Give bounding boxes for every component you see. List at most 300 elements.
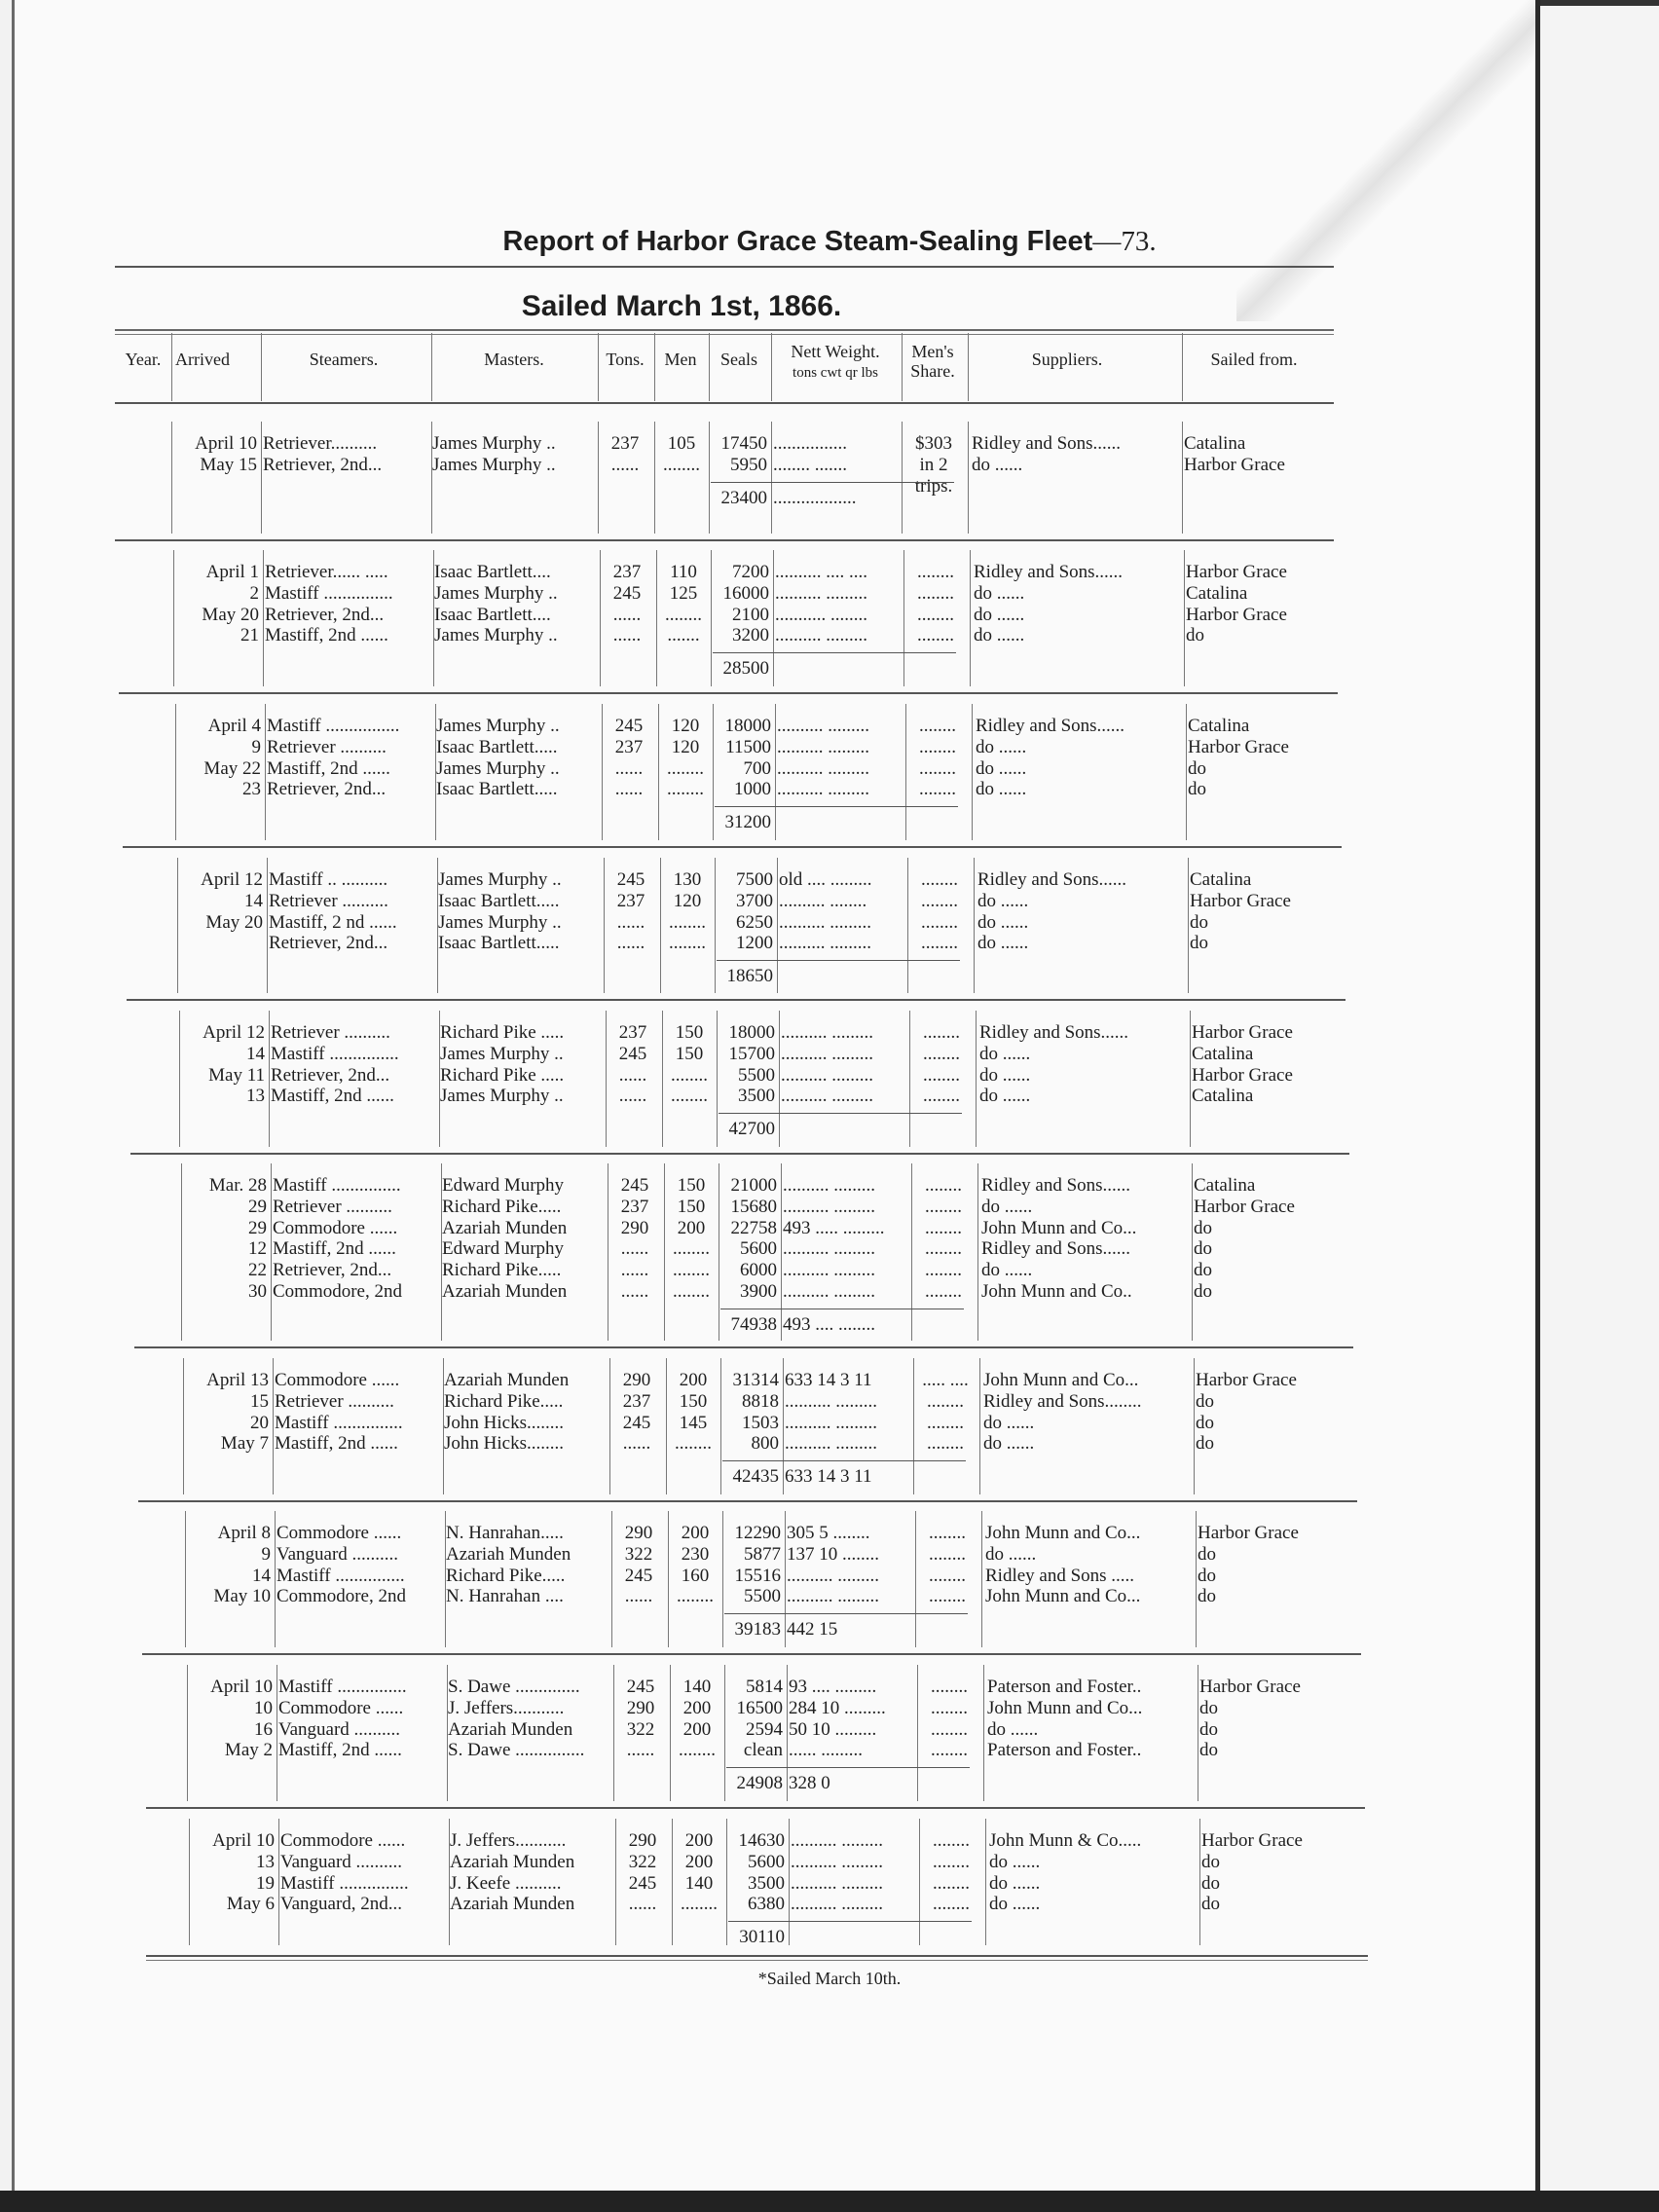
cell-sailed-from: do xyxy=(1194,1260,1212,1281)
cell-sailed-from: Harbor Grace xyxy=(1184,454,1285,475)
cell-sailed-from: do xyxy=(1201,1894,1220,1915)
cell-masters: James Murphy .. xyxy=(436,757,560,779)
seals-total: 30110 xyxy=(739,1927,785,1948)
cell-steamers: Mastiff .. .......... xyxy=(269,869,388,890)
cell-steamers: Retriever, 2nd... xyxy=(269,933,388,954)
cell-suppliers: do ...... xyxy=(989,1894,1041,1915)
cell-weight: .......... ......... xyxy=(787,1586,879,1607)
cell-seals: 31314 xyxy=(732,1370,779,1390)
cell-tons: ...... xyxy=(622,1433,651,1455)
column-divider xyxy=(276,1665,277,1801)
cell-weight: 50 10 ......... xyxy=(789,1718,877,1740)
cell-masters: Isaac Bartlett..... xyxy=(436,779,558,800)
cell-tons: 290 xyxy=(620,1217,649,1238)
cell-seals: 17450 xyxy=(720,433,767,454)
cell-tons: 237 xyxy=(612,562,642,582)
year-group-rule xyxy=(142,1653,1361,1655)
header-tons: Tons. xyxy=(606,350,645,369)
cell-weight: ........ ....... xyxy=(773,454,847,475)
cell-steamers: Retriever, 2nd... xyxy=(273,1260,392,1281)
cell-steamers: Mastiff, 2 nd ...... xyxy=(269,911,397,933)
cell-arrived: April 13 xyxy=(206,1370,269,1390)
cell-share: ........ xyxy=(919,736,956,757)
cell-suppliers: John Munn and Co... xyxy=(985,1523,1141,1543)
total-rule xyxy=(726,1767,970,1768)
cell-seals: 1000 xyxy=(734,779,771,800)
cell-weight: .......... ......... xyxy=(781,1022,873,1043)
cell-men: ........ xyxy=(669,911,706,933)
cell-tons: 245 xyxy=(614,716,644,736)
column-divider xyxy=(267,858,268,993)
cell-sailed-from: Harbor Grace xyxy=(1201,1830,1303,1851)
cell-suppliers: Ridley and Sons ..... xyxy=(985,1565,1135,1586)
cell-suppliers: do ...... xyxy=(972,454,1023,475)
cell-sailed-from: do xyxy=(1198,1565,1216,1586)
cell-tons: 322 xyxy=(626,1718,655,1740)
cell-steamers: Commodore, 2nd xyxy=(273,1281,402,1302)
cell-steamers: Mastiff, 2nd ...... xyxy=(275,1433,398,1455)
cell-men: 140 xyxy=(682,1677,712,1697)
cell-seals: 21000 xyxy=(730,1175,777,1196)
cell-share: ........ xyxy=(933,1894,970,1915)
cell-share: ........ xyxy=(927,1390,964,1412)
cell-suppliers: do ...... xyxy=(977,911,1029,933)
cell-arrived: April 8 xyxy=(217,1523,271,1543)
cell-seals: 3200 xyxy=(732,625,769,646)
cell-masters: Isaac Bartlett..... xyxy=(438,890,560,911)
cell-men: 125 xyxy=(669,582,698,604)
column-divider xyxy=(598,333,599,401)
cell-share: ........ xyxy=(919,716,956,736)
column-divider xyxy=(654,333,655,401)
cell-steamers: Mastiff ............... xyxy=(276,1565,405,1586)
cell-sailed-from: Catalina xyxy=(1192,1043,1254,1064)
sailed-date-heading: Sailed March 1st, 1866. xyxy=(521,290,842,322)
cell-weight: .......... ......... xyxy=(777,779,869,800)
column-divider xyxy=(771,422,772,534)
column-divider xyxy=(1199,1819,1200,1945)
cell-steamers: Retriever, 2nd... xyxy=(263,454,383,475)
cell-sailed-from: Harbor Grace xyxy=(1192,1064,1293,1086)
cell-arrived: 16 xyxy=(254,1718,273,1740)
cell-men: ........ xyxy=(665,604,702,625)
year-group-rule xyxy=(130,1153,1349,1155)
cell-arrived: May 10 xyxy=(213,1586,271,1607)
cell-masters: Azariah Munden xyxy=(442,1217,568,1238)
cell-suppliers: do ...... xyxy=(977,933,1029,954)
cell-seals: 3900 xyxy=(740,1281,777,1302)
cell-tons: 245 xyxy=(628,1872,657,1894)
cell-tons: 245 xyxy=(626,1677,655,1697)
cell-masters: Azariah Munden xyxy=(446,1543,571,1565)
cell-share: ........ xyxy=(921,890,958,911)
page-number: —73. xyxy=(1092,226,1157,257)
cell-men: 200 xyxy=(682,1718,712,1740)
cell-suppliers: do ...... xyxy=(976,736,1027,757)
seals-total: 24908 xyxy=(736,1773,783,1794)
header-men: Men xyxy=(664,350,697,369)
cell-sailed-from: do xyxy=(1199,1718,1218,1740)
cell-steamers: Retriever .......... xyxy=(269,890,388,911)
column-divider xyxy=(181,1163,182,1341)
cell-tons: 245 xyxy=(612,582,642,604)
cell-masters: James Murphy .. xyxy=(440,1043,564,1064)
column-divider xyxy=(985,1819,986,1945)
cell-masters: Richard Pike ..... xyxy=(440,1022,565,1043)
column-divider xyxy=(179,1011,180,1147)
cell-seals: 18000 xyxy=(728,1022,775,1043)
year-group-rule xyxy=(146,1807,1365,1809)
cell-tons: ...... xyxy=(620,1238,649,1260)
footnote: *Sailed March 10th. xyxy=(757,1969,902,1988)
cell-weight: .......... ......... xyxy=(783,1260,875,1281)
cell-steamers: Mastiff, 2nd ...... xyxy=(271,1086,394,1107)
cell-share: ........ xyxy=(919,757,956,779)
cell-tons: 290 xyxy=(624,1523,653,1543)
column-divider xyxy=(777,858,778,993)
cell-steamers: Mastiff, 2nd ...... xyxy=(267,757,390,779)
cell-weight: 284 10 ......... xyxy=(789,1697,886,1718)
cell-weight: ...... ......... xyxy=(789,1740,863,1761)
cell-weight: .......... ......... xyxy=(787,1565,879,1586)
cell-share: ........ xyxy=(931,1718,968,1740)
cell-men: 150 xyxy=(677,1196,706,1217)
cell-share: ........ xyxy=(923,1022,960,1043)
cell-steamers: Vanguard, 2nd... xyxy=(280,1894,403,1915)
cell-arrived: May 15 xyxy=(200,454,257,475)
total-rule xyxy=(711,482,954,483)
cell-suppliers: do ...... xyxy=(974,604,1025,625)
cell-men: ........ xyxy=(673,1260,710,1281)
scan-border-top xyxy=(1540,0,1659,6)
cell-tons: ...... xyxy=(628,1894,657,1915)
column-divider xyxy=(431,333,432,401)
cell-tons: 237 xyxy=(614,736,644,757)
cell-share: ........ xyxy=(925,1196,962,1217)
cell-suppliers: do ...... xyxy=(974,582,1025,604)
column-divider xyxy=(273,1358,274,1494)
cell-weight: .......... ......... xyxy=(783,1196,875,1217)
seals-total: 42700 xyxy=(728,1119,775,1140)
cell-seals: 2594 xyxy=(746,1718,783,1740)
cell-tons: 237 xyxy=(616,890,645,911)
cell-tons: 290 xyxy=(622,1370,651,1390)
cell-arrived: 21 xyxy=(240,625,259,646)
cell-arrived: May 2 xyxy=(224,1740,273,1761)
cell-tons: ...... xyxy=(618,1064,647,1086)
cell-tons: 290 xyxy=(626,1697,655,1718)
column-divider xyxy=(1190,1011,1191,1147)
cell-masters: Isaac Bartlett..... xyxy=(436,736,558,757)
column-divider xyxy=(1192,1163,1193,1341)
cell-steamers: Mastiff, 2nd ...... xyxy=(265,625,388,646)
column-divider xyxy=(773,550,774,686)
header-weight-units: tons cwt qr lbs xyxy=(793,365,878,381)
cell-sailed-from: Harbor Grace xyxy=(1196,1370,1297,1390)
header-share: Men's xyxy=(911,342,954,361)
cell-share: ........ xyxy=(933,1830,970,1851)
cell-steamers: Commodore ...... xyxy=(273,1217,398,1238)
column-divider xyxy=(189,1819,190,1945)
cell-share: trips. xyxy=(914,475,953,497)
cell-arrived: May 22 xyxy=(203,757,261,779)
cell-share: ........ xyxy=(927,1433,964,1455)
cell-men: 120 xyxy=(673,890,702,911)
cell-seals: 11500 xyxy=(725,736,771,757)
cell-suppliers: do ...... xyxy=(976,757,1027,779)
header-weight: Nett Weight. xyxy=(791,342,880,361)
cell-arrived: 20 xyxy=(250,1412,269,1433)
cell-sailed-from: Harbor Grace xyxy=(1198,1523,1299,1543)
cell-suppliers: Ridley and Sons...... xyxy=(974,562,1124,582)
cell-men: ....... xyxy=(667,625,700,646)
cell-men: ........ xyxy=(675,1433,712,1455)
cell-arrived: 14 xyxy=(246,1043,265,1064)
cell-tons: 237 xyxy=(622,1390,651,1412)
column-divider xyxy=(1196,1511,1197,1647)
cell-share: ........ xyxy=(923,1043,960,1064)
cell-men: ........ xyxy=(673,1238,710,1260)
cell-tons: ...... xyxy=(610,454,640,475)
cell-tons: ...... xyxy=(612,604,642,625)
column-divider xyxy=(983,1665,984,1801)
cell-suppliers: do ...... xyxy=(987,1718,1039,1740)
cell-steamers: Mastiff ............... xyxy=(278,1677,407,1697)
seals-total: 31200 xyxy=(724,812,771,833)
cell-share: ........ xyxy=(921,933,958,954)
cell-tons: 322 xyxy=(624,1543,653,1565)
cell-arrived: 29 xyxy=(248,1196,267,1217)
cell-masters: Isaac Bartlett..... xyxy=(438,933,560,954)
cell-tons: ...... xyxy=(616,933,645,954)
total-rule xyxy=(722,1460,966,1461)
cell-seals: clean xyxy=(743,1740,783,1761)
cell-weight: 305 5 ........ xyxy=(787,1523,870,1543)
cell-weight: .......... ......... xyxy=(785,1390,877,1412)
cell-arrived: 30 xyxy=(248,1281,267,1302)
cell-masters: Richard Pike ..... xyxy=(440,1064,565,1086)
cell-sailed-from: do xyxy=(1194,1217,1212,1238)
cell-steamers: Mastiff ............... xyxy=(273,1175,401,1196)
column-divider xyxy=(171,333,172,401)
cell-share: ........ xyxy=(929,1523,966,1543)
cell-sailed-from: do xyxy=(1201,1851,1220,1872)
cell-sailed-from: do xyxy=(1188,757,1206,779)
cell-tons: 237 xyxy=(620,1196,649,1217)
cell-men: 150 xyxy=(675,1022,704,1043)
cell-men: ........ xyxy=(667,779,704,800)
cell-seals: 5600 xyxy=(748,1851,785,1872)
column-divider xyxy=(972,704,973,840)
cell-seals: 700 xyxy=(743,757,771,779)
cell-suppliers: do ...... xyxy=(989,1872,1041,1894)
column-divider xyxy=(275,1511,276,1647)
cell-share: ........ xyxy=(917,625,954,646)
cell-seals: 15700 xyxy=(728,1043,775,1064)
cell-sailed-from: Harbor Grace xyxy=(1192,1022,1293,1043)
column-divider xyxy=(175,704,176,840)
cell-men: ........ xyxy=(677,1586,714,1607)
cell-arrived: April 4 xyxy=(207,716,261,736)
cell-seals: 5877 xyxy=(744,1543,781,1565)
cell-share: ..... .... xyxy=(922,1370,969,1390)
cell-weight: 633 14 3 11 xyxy=(785,1370,872,1390)
cell-weight: .......... ......... xyxy=(777,716,869,736)
cell-suppliers: Ridley and Sons...... xyxy=(979,1022,1129,1043)
year-group-rule xyxy=(134,1346,1353,1348)
cell-steamers: Vanguard .......... xyxy=(278,1718,401,1740)
cell-seals: 16500 xyxy=(736,1697,783,1718)
cell-men: ........ xyxy=(681,1894,718,1915)
title-rule xyxy=(115,266,1334,268)
cell-share: ........ xyxy=(929,1543,966,1565)
cell-steamers: Retriever .......... xyxy=(273,1196,392,1217)
cell-seals: 12290 xyxy=(734,1523,781,1543)
cell-tons: 322 xyxy=(628,1851,657,1872)
cell-arrived: 12 xyxy=(248,1238,267,1260)
cell-seals: 5500 xyxy=(738,1064,775,1086)
cell-share: ........ xyxy=(931,1697,968,1718)
cell-masters: Edward Murphy xyxy=(442,1175,565,1196)
cell-suppliers: do ...... xyxy=(981,1196,1033,1217)
cell-weight: .......... ......... xyxy=(781,1086,873,1107)
total-rule xyxy=(728,1921,972,1922)
cell-seals: 5500 xyxy=(744,1586,781,1607)
cell-men: ........ xyxy=(671,1086,708,1107)
cell-arrived: 9 xyxy=(251,736,261,757)
cell-tons: 245 xyxy=(622,1412,651,1433)
seals-total: 39183 xyxy=(734,1619,781,1641)
cell-sailed-from: do xyxy=(1188,779,1206,800)
column-divider xyxy=(177,858,178,993)
cell-suppliers: John Munn and Co.. xyxy=(981,1281,1132,1302)
cell-suppliers: Ridley and Sons...... xyxy=(981,1175,1131,1196)
header-year: Year. xyxy=(125,350,162,369)
column-divider xyxy=(1182,422,1183,534)
cell-arrived: May 20 xyxy=(205,911,263,933)
cell-masters: Azariah Munden xyxy=(450,1851,575,1872)
cell-arrived: 19 xyxy=(256,1872,275,1894)
cell-arrived: May 7 xyxy=(220,1433,269,1455)
cell-masters: J. Jeffers........... xyxy=(448,1697,565,1718)
cell-suppliers: do ...... xyxy=(977,890,1029,911)
cell-seals: 8818 xyxy=(742,1390,779,1412)
cell-seals: 22758 xyxy=(730,1217,777,1238)
cell-suppliers: do ...... xyxy=(979,1086,1031,1107)
cell-steamers: Mastiff, 2nd ...... xyxy=(278,1740,402,1761)
cell-seals: 6380 xyxy=(748,1894,785,1915)
cell-sailed-from: Harbor Grace xyxy=(1186,604,1287,625)
cell-masters: Azariah Munden xyxy=(448,1718,573,1740)
column-divider xyxy=(261,333,262,401)
cell-sailed-from: do xyxy=(1196,1390,1214,1412)
cell-weight: .......... ......... xyxy=(791,1872,883,1894)
cell-weight: .......... ......... xyxy=(781,1043,873,1064)
cell-masters: Edward Murphy xyxy=(442,1238,565,1260)
column-divider xyxy=(1184,550,1185,686)
cell-arrived: 2 xyxy=(249,582,259,604)
cell-men: ........ xyxy=(673,1281,710,1302)
report-title-text: Report of Harbor Grace Steam-Sealing Fleet xyxy=(502,226,1093,257)
cell-steamers: Retriever, 2nd... xyxy=(265,604,385,625)
cell-weight: .......... ......... xyxy=(785,1412,877,1433)
cell-arrived: May 6 xyxy=(226,1894,275,1915)
cell-share: ........ xyxy=(923,1064,960,1086)
cell-share: ........ xyxy=(919,779,956,800)
column-divider xyxy=(187,1665,188,1801)
cell-weight: .......... ......... xyxy=(779,911,871,933)
cell-men: 230 xyxy=(681,1543,710,1565)
table-top-rule xyxy=(115,329,1334,335)
cell-masters: N. Hanrahan..... xyxy=(446,1523,564,1543)
cell-share: ........ xyxy=(925,1217,962,1238)
weight-total: .................. xyxy=(773,487,857,508)
column-divider xyxy=(173,550,174,686)
column-divider xyxy=(902,333,903,401)
column-divider xyxy=(976,1011,977,1147)
cell-seals: 15680 xyxy=(730,1196,777,1217)
cell-masters: N. Hanrahan .... xyxy=(446,1586,564,1607)
cell-arrived: April 12 xyxy=(203,1022,265,1043)
cell-masters: Isaac Bartlett.... xyxy=(434,604,551,625)
column-divider xyxy=(787,1665,788,1801)
cell-masters: John Hicks........ xyxy=(444,1433,564,1455)
cell-share: ........ xyxy=(921,911,958,933)
cell-suppliers: John Munn and Co... xyxy=(987,1697,1143,1718)
cell-sailed-from: Catalina xyxy=(1184,433,1246,454)
cell-masters: James Murphy .. xyxy=(440,1086,564,1107)
cell-arrived: 14 xyxy=(252,1565,271,1586)
cell-weight: .......... ......... xyxy=(791,1851,883,1872)
cell-suppliers: do ...... xyxy=(976,779,1027,800)
cell-weight: .......... ......... xyxy=(777,736,869,757)
cell-tons: 245 xyxy=(620,1175,649,1196)
column-divider xyxy=(1186,704,1187,840)
column-divider xyxy=(771,333,772,401)
cell-arrived: May 20 xyxy=(202,604,259,625)
column-divider xyxy=(269,1011,270,1147)
cell-share: in 2 xyxy=(919,454,948,475)
cell-suppliers: John Munn & Co..... xyxy=(989,1830,1142,1851)
cell-suppliers: do ...... xyxy=(979,1064,1031,1086)
seals-total: 23400 xyxy=(720,487,767,508)
header-masters: Masters. xyxy=(484,350,544,369)
cell-men: ........ xyxy=(667,757,704,779)
cell-share: ........ xyxy=(923,1086,960,1107)
cell-steamers: Mastiff ............... xyxy=(280,1872,409,1894)
cell-men: ........ xyxy=(663,454,700,475)
cell-steamers: Vanguard .......... xyxy=(280,1851,403,1872)
cell-share: ........ xyxy=(917,604,954,625)
cell-sailed-from: Harbor Grace xyxy=(1190,890,1291,911)
cell-weight: .......... .... .... xyxy=(775,562,867,582)
cell-suppliers: Ridley and Sons...... xyxy=(977,869,1127,890)
cell-steamers: Mastiff ............... xyxy=(271,1043,399,1064)
cell-masters: Richard Pike..... xyxy=(444,1390,564,1412)
cell-weight: .......... ......... xyxy=(777,757,869,779)
cell-share: ........ xyxy=(925,1238,962,1260)
column-divider xyxy=(183,1358,184,1494)
cell-arrived: 22 xyxy=(248,1260,267,1281)
cell-weight: 93 .... ......... xyxy=(789,1677,877,1697)
sealing-fleet-table xyxy=(115,329,1334,1967)
cell-arrived: April 10 xyxy=(210,1677,273,1697)
cell-masters: James Murphy .. xyxy=(438,911,562,933)
cell-men: ........ xyxy=(669,933,706,954)
column-divider xyxy=(1194,1358,1195,1494)
cell-men: 200 xyxy=(684,1851,714,1872)
cell-sailed-from: do xyxy=(1198,1543,1216,1565)
